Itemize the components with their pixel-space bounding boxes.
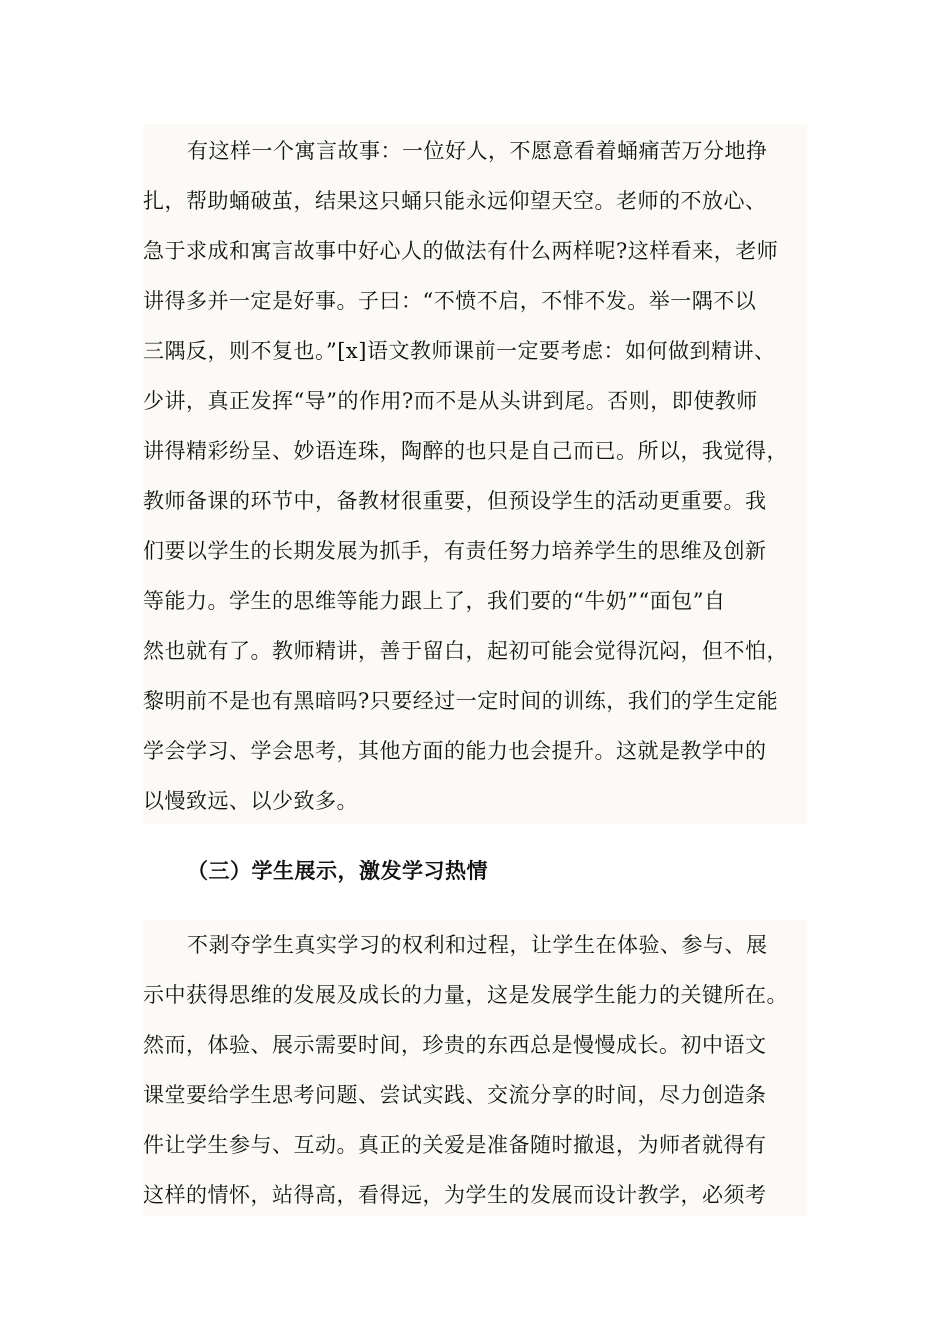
paragraph-line: 课堂要给学生思考问题、尝试实践、交流分享的时间，尽力创造条 [143,1083,767,1107]
paragraph-line: 黎明前不是也有黑暗吗?只要经过一定时间的训练，我们的学生定能 [143,689,779,713]
paragraph-line: 然也就有了。教师精讲，善于留白，起初可能会觉得沉闷，但不怕， [143,639,788,663]
paragraph-line: 以慢致远、以少致多。 [143,789,358,813]
paragraph-line: 示中获得思维的发展及成长的力量，这是发展学生能力的关键所在。 [143,983,788,1007]
paragraph-line: 少讲，真正发挥“导”的作用?而不是从头讲到尾。否则，即使教师 [143,389,758,413]
section-heading: （三）学生展示，激发学习热情 [187,858,488,883]
paragraph-line: 三隅反，则不复也。”[x]语文教师课前一定要考虑：如何做到精讲、 [143,339,776,363]
paragraph-line: 们要以学生的长期发展为抓手，有责任努力培养学生的思维及创新 [143,539,767,563]
paragraph-line: 等能力。学生的思维等能力跟上了，我们要的“牛奶”“面包”自 [143,589,726,613]
paragraph-line: 不剥夺学生真实学习的权利和过程，让学生在体验、参与、展 [187,933,768,957]
paragraph-line: 讲得精彩纷呈、妙语连珠，陶醉的也只是自己而已。所以，我觉得， [143,439,788,463]
paragraph-line: 讲得多并一定是好事。子曰：“不愤不启，不悱不发。举一隅不以 [143,289,757,313]
paragraph-line: 教师备课的环节中，备教材很重要，但预设学生的活动更重要。我 [143,489,767,513]
paragraph-line: 有这样一个寓言故事：一位好人，不愿意看着蛹痛苦万分地挣 [187,139,768,163]
paragraph-line: 扎，帮助蛹破茧，结果这只蛹只能永远仰望天空。老师的不放心、 [143,189,767,213]
paragraph-line: 然而，体验、展示需要时间，珍贵的东西总是慢慢成长。初中语文 [143,1033,767,1057]
paragraph-line: 件让学生参与、互动。真正的关爱是准备随时撤退，为师者就得有 [143,1133,767,1157]
paragraph-line: 这样的情怀，站得高，看得远，为学生的发展而设计教学，必须考 [143,1183,767,1207]
paragraph-line: 学会学习、学会思考，其他方面的能力也会提升。这就是教学中的 [143,739,767,763]
paragraph-line: 急于求成和寓言故事中好心人的做法有什么两样呢?这样看来，老师 [143,239,779,263]
